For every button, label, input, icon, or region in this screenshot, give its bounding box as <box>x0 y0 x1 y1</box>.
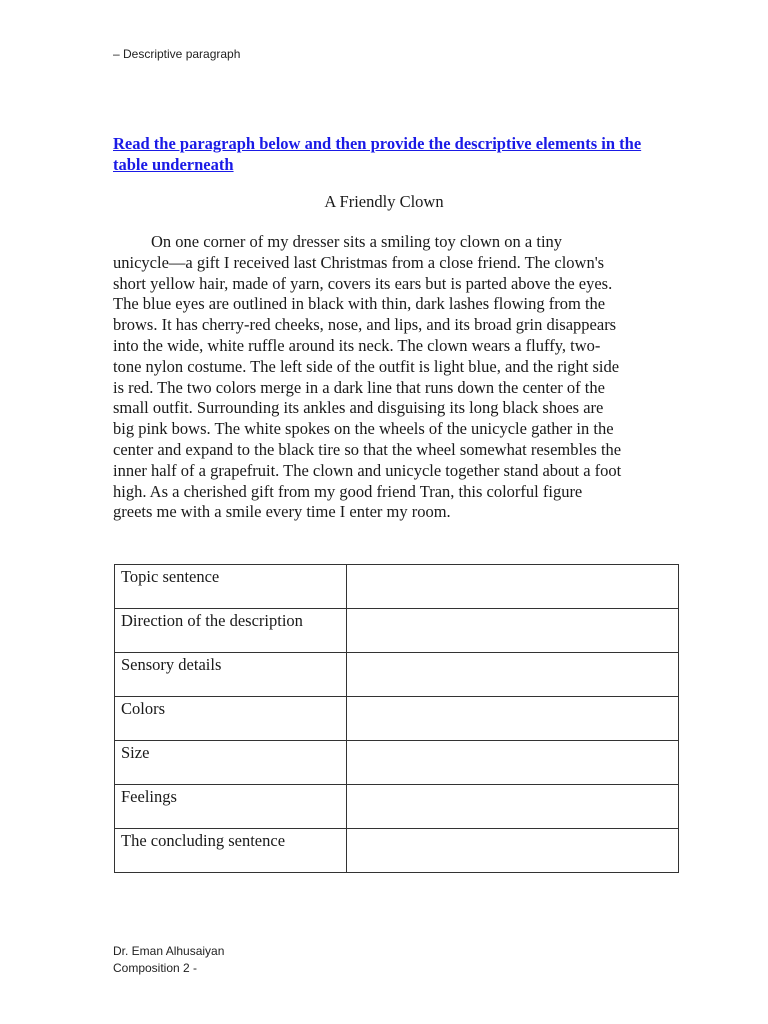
paragraph-line: short yellow hair, made of yarn, covers its ears but is parted above the eyes. <box>113 273 613 293</box>
page-header: – Descriptive paragraph <box>113 47 241 61</box>
table-row <box>115 829 679 873</box>
table-row <box>115 609 679 653</box>
paragraph-line: inner half of a grapefruit. The clown and unicycle together stand about a foot <box>113 460 622 480</box>
instruction-heading: Read the paragraph below and then provide the descriptive elements in the table underneath <box>113 134 642 174</box>
descriptive-paragraph <box>113 232 661 523</box>
table-row <box>115 653 679 697</box>
paragraph-line: brows. It has cherry-red cheeks, nose, and lips, and its broad grin disappears <box>113 315 617 335</box>
paragraph-line: tone nylon costume. The left side of the outfit is light blue, and the right side <box>113 356 620 376</box>
answer-cell[interactable] <box>346 829 678 873</box>
paragraph-line: On one corner of my dresser sits a smiling toy clown on a tiny <box>151 232 563 251</box>
row-label: Colors <box>115 697 347 741</box>
row-label: The concluding sentence <box>115 829 347 873</box>
paragraph-line: big pink bows. The white spokes on the wheels of the unicycle gather in the <box>113 419 614 439</box>
answer-cell[interactable] <box>346 697 678 741</box>
paragraph-line: The blue eyes are outlined in black with thin, dark lashes flowing from the <box>113 294 606 314</box>
paragraph-line: unicycle—a gift I received last Christmas from a close friend. The clown's <box>113 252 605 272</box>
paragraph-line: into the wide, white ruffle around its neck. The clown wears a fluffy, two- <box>113 335 601 355</box>
page-footer <box>113 943 224 977</box>
paragraph-line: small outfit. Surrounding its ankles and disguising its long black shoes are <box>113 398 604 418</box>
footer-course: Composition 2 - <box>113 961 198 975</box>
row-label: Direction of the description <box>115 609 347 653</box>
row-label: Feelings <box>115 785 347 829</box>
paragraph-line: greets me with a smile every time I enter my room. <box>113 502 451 522</box>
footer-author: Dr. Eman Alhusaiyan <box>113 944 225 958</box>
table-row <box>115 565 679 609</box>
row-label: Topic sentence <box>115 565 347 609</box>
paragraph-line: high. As a cherished gift from my good friend Tran, this colorful figure <box>113 481 583 501</box>
table-row <box>115 697 679 741</box>
table-row <box>115 785 679 829</box>
answer-cell[interactable] <box>346 785 678 829</box>
answer-cell[interactable] <box>346 653 678 697</box>
answer-cell[interactable] <box>346 741 678 785</box>
answer-cell[interactable] <box>346 609 678 653</box>
descriptive-elements-table <box>114 564 679 873</box>
paragraph-title: A Friendly Clown <box>324 192 444 211</box>
paragraph-line: is red. The two colors merge in a dark line that runs down the center of the <box>113 377 605 397</box>
table-row <box>115 741 679 785</box>
paragraph-line: center and expand to the black tire so that the wheel somewhat resembles the <box>113 439 622 459</box>
answer-cell[interactable] <box>346 565 678 609</box>
row-label: Size <box>115 741 347 785</box>
row-label: Sensory details <box>115 653 347 697</box>
